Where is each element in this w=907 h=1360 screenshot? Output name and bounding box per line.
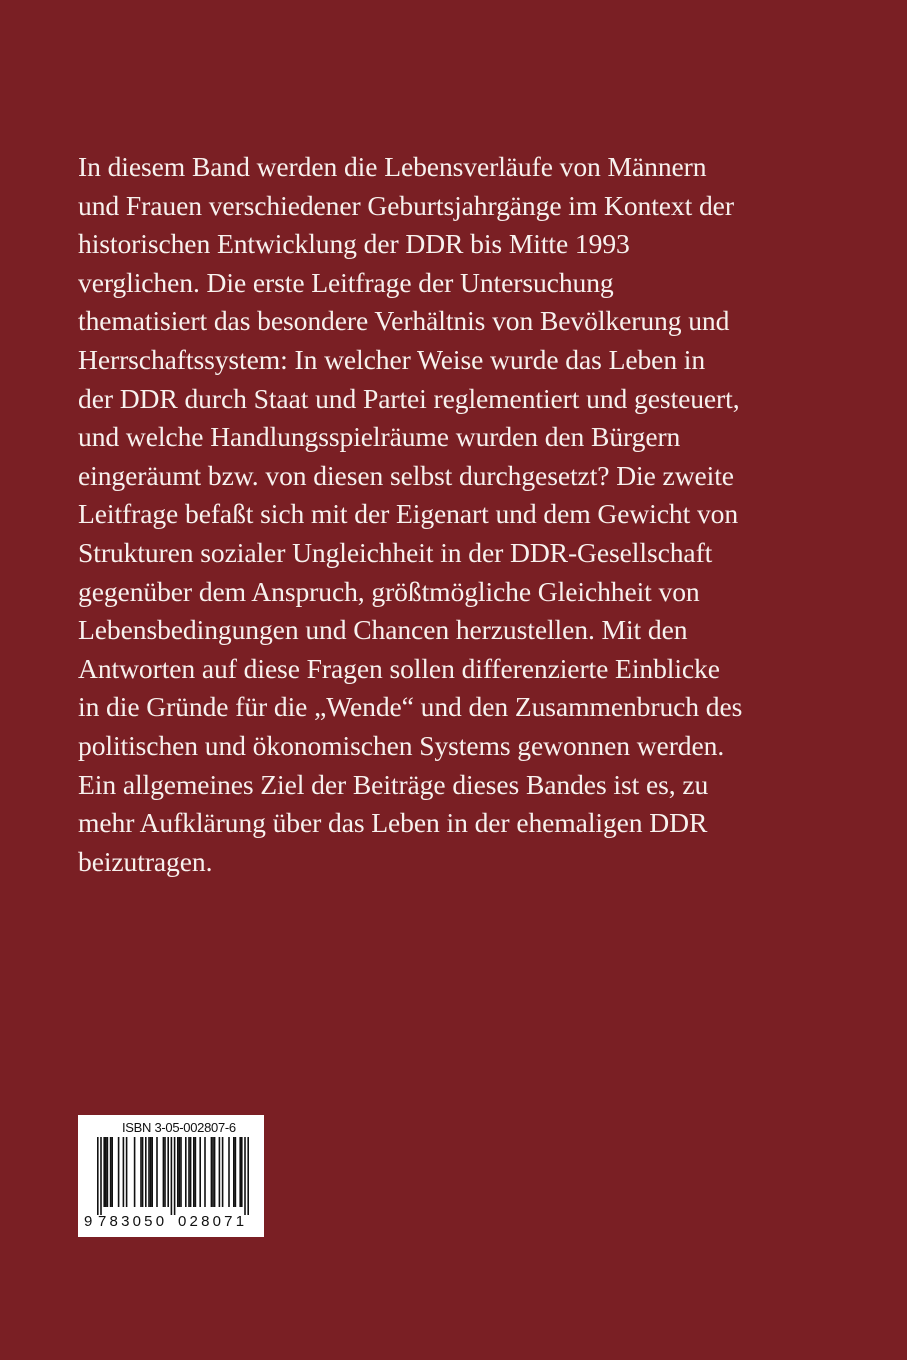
barcode-bar — [111, 1137, 113, 1207]
barcode-bar — [174, 1137, 176, 1215]
barcode-bar — [180, 1137, 182, 1207]
blurb-line: und welche Handlungsspielräume wurden den Bürgern — [78, 421, 681, 453]
blurb-line: historischen Entwicklung der DDR bis Mitte 1993 — [78, 228, 630, 260]
barcode-bar — [118, 1137, 120, 1207]
barcode-bar — [151, 1137, 153, 1207]
barcode-bar — [105, 1137, 107, 1207]
barcode-bar — [244, 1137, 246, 1215]
barcode-bar — [204, 1137, 206, 1207]
barcode-bar — [103, 1137, 105, 1207]
ean-left-digits: 783050 — [98, 1213, 168, 1230]
barcode-bar — [222, 1137, 224, 1207]
isbn-label: ISBN 3-05-002807-6 — [122, 1120, 236, 1135]
blurb-line: Strukturen sozialer Ungleichheit in der DDR-Gesellschaft — [78, 536, 713, 568]
barcode-bar — [150, 1137, 152, 1207]
barcode-bar — [145, 1137, 147, 1207]
barcode-bar — [212, 1137, 214, 1207]
barcode-bar — [163, 1137, 165, 1207]
barcode-bars — [85, 1137, 257, 1217]
barcode-bar — [247, 1137, 249, 1215]
barcode-bar — [142, 1137, 144, 1207]
blurb-line: Leitfrage befaßt sich mit der Eigenart und dem Gewicht von — [78, 498, 739, 530]
blurb-text — [78, 148, 838, 881]
barcode-bar — [164, 1137, 166, 1207]
barcode-bar — [140, 1137, 142, 1207]
ean-right-digits: 028071 — [178, 1213, 248, 1230]
barcode-bar — [97, 1137, 99, 1215]
barcode-bar — [134, 1137, 136, 1207]
barcode-bar — [195, 1137, 197, 1207]
barcode-bar — [148, 1137, 150, 1207]
blurb-line: in die Gründe für die „Wende“ und den Zusammenbruch des — [78, 691, 743, 723]
ean-first-digit: 9 — [84, 1213, 93, 1230]
barcode-bar — [167, 1137, 169, 1207]
blurb-line: und Frauen verschiedener Geburtsjahrgänge im Kontext der — [78, 189, 734, 221]
barcode-bar — [228, 1137, 230, 1207]
blurb-line: Ein allgemeines Ziel der Beiträge dieses Bandes ist es, zu — [78, 768, 709, 800]
blurb-line: eingeräumt bzw. von diesen selbst durchgesetzt? Die zweite — [78, 459, 734, 491]
barcode-bar — [107, 1137, 109, 1207]
barcode-bar — [156, 1137, 158, 1207]
blurb-line: der DDR durch Staat und Partei reglementiert und gesteuert, — [78, 382, 740, 414]
blurb-line: Antworten auf diese Fragen sollen differenzierte Einblicke — [78, 652, 720, 684]
barcode-bar — [190, 1137, 192, 1207]
blurb-line: politischen und ökonomischen Systems gewonnen werden. — [78, 729, 725, 761]
barcode-bar — [185, 1137, 187, 1207]
blurb-line: Lebensbedingungen und Chancen herzustellen. Mit den — [78, 614, 688, 646]
barcode-bar — [171, 1137, 173, 1215]
barcode-bar — [239, 1137, 241, 1207]
barcode-bar — [211, 1137, 213, 1207]
blurb-line: verglichen. Die erste Leitfrage der Untersuchung — [78, 266, 614, 298]
blurb-line: Herrschaftssystem: In welcher Weise wurde das Leben in — [78, 343, 706, 375]
barcode-bar — [179, 1137, 181, 1207]
blurb-line: In diesem Band werden die Lebensverläufe von Männern — [78, 151, 707, 182]
blurb-line: mehr Aufklärung über das Leben in der ehemaligen DDR — [78, 807, 708, 839]
barcode-bar — [219, 1137, 221, 1207]
barcode-bar — [188, 1137, 190, 1207]
barcode-bar — [110, 1137, 112, 1207]
barcode-bar — [214, 1137, 216, 1207]
isbn-barcode — [78, 1115, 264, 1237]
barcode-bar — [235, 1137, 237, 1207]
barcode-bar — [177, 1137, 179, 1207]
barcode-bar — [241, 1137, 243, 1207]
barcode-bar — [193, 1137, 195, 1207]
barcode-bar — [233, 1137, 235, 1207]
blurb-line: gegenüber dem Anspruch, größtmögliche Gleichheit von — [78, 575, 700, 607]
barcode-bar — [199, 1137, 201, 1207]
barcode-bar — [123, 1137, 125, 1207]
barcode-bar — [100, 1137, 102, 1215]
barcode-bar — [126, 1137, 128, 1207]
blurb-line: thematisiert das besondere Verhältnis von Bevölkerung und — [78, 305, 730, 337]
blurb-line: beizutragen. — [78, 845, 213, 877]
